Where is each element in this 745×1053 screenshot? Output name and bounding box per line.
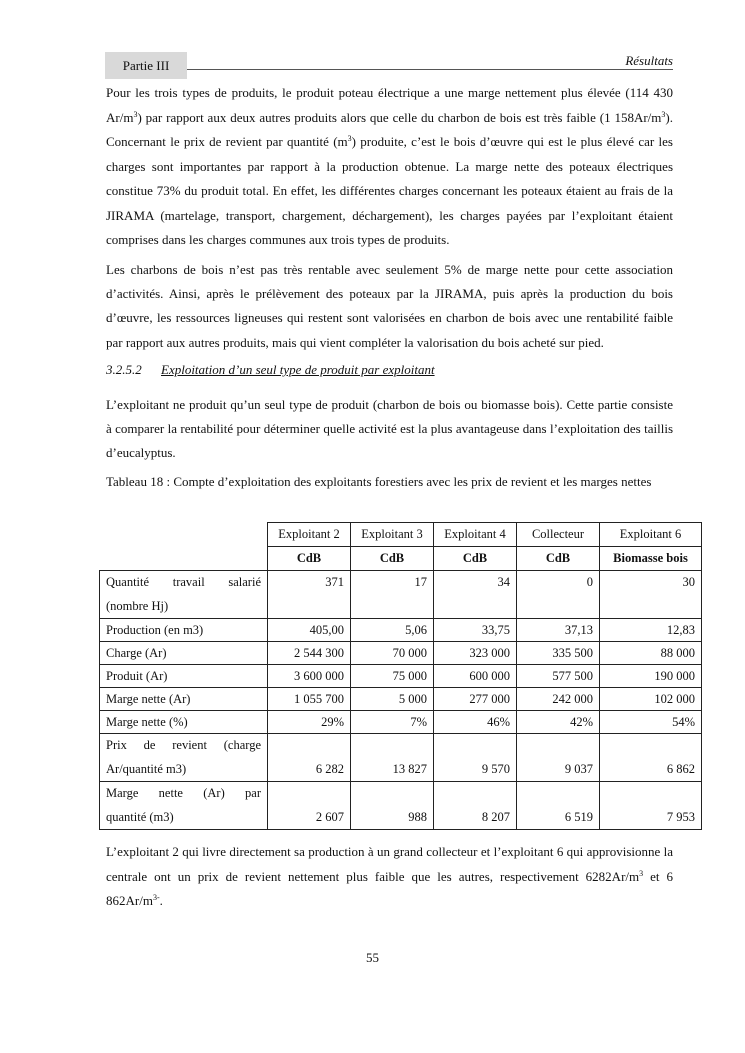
column-header: Exploitant 6 [600,523,702,547]
paragraph-1: Pour les trois types de produits, le produit poteau électrique a une marge nettement plus élevée (114 430 $Ar/m^3$) par rapport aux deux autres produits alors que celle du charbon de bois est très faible (1 $158Ar/m^3$). Concernant le prix de revient par quantité $(m^3)$ produite, c’est le bois d’œuvre qui est le plus élevé car les charges sont importantes par rapport à la production obtenue. La marge nette des poteaux électriques constitue 73% du produit total. En effet, les différentes charges concernant les poteaux étaient au frais de la JIRAMA (martelage, transport, chargement, déchargement), les charges payées par l’exploitant étaient comprises dans les charges communes aux trois types de produits. [106,85,673,247]
table-row [100,711,702,734]
paragraph-2: Les charbons de bois n’est pas très rentable avec seulement 5% de marge nette pour cette association d’activités. Ainsi, après le prélèvement des poteaux par la JIRAMA, puis après la production du bois d’œuvre, les ressources ligneuses qui restent sont valorisées en charbon de bois avec une rentabilité faible par rapport aux autres produits, mais qui vient compléter la valorisation du bois acheté sur pied. [106,262,673,350]
table-cell: 0 [517,571,600,619]
header-section-title: Résultats [625,53,673,68]
row-label: Marge nette (Ar) [100,688,268,711]
table-cell: 2 544 300 [268,642,351,665]
table-header-row [100,523,702,547]
section-heading [106,362,435,378]
table-cell: 46% [434,711,517,734]
table-cell: 6 282 [268,734,351,782]
table-cell: 5 000 [351,688,434,711]
table-cell: 17 [351,571,434,619]
header-rule [187,69,673,70]
table-cell: 29% [268,711,351,734]
row-label: Marge nette (%) [100,711,268,734]
table-cell: 277 000 [434,688,517,711]
table-cell: 9 037 [517,734,600,782]
table-row [100,619,702,642]
table-cell: 12,83 [600,619,702,642]
table-cell: 70 000 [351,642,434,665]
table-cell: 8 207 [434,782,517,830]
paragraph-3: L’exploitant ne produit qu’un seul type de produit (charbon de bois ou biomasse bois). Cette partie consiste à comparer la rentabilité pour déterminer quelle activité est la plus avantageuse dans l’exploitation des taillis d’eucalyptus. [106,397,673,461]
page-number: 55 [366,950,379,965]
table-cell: 988 [351,782,434,830]
table-cell: 42% [517,711,600,734]
table-row [100,734,702,782]
table-cell: 6 862 [600,734,702,782]
table-cell: 9 570 [434,734,517,782]
table-caption: Tableau 18 : Compte d’exploitation des exploitants forestiers avec les prix de revient et les marges nettes [106,474,652,489]
table-cell: 7 953 [600,782,702,830]
header-part-label: Partie III [105,52,187,79]
table-cell: 30 [600,571,702,619]
table-cell: 190 000 [600,665,702,688]
results-table [99,522,702,830]
table-cell: 405,00 [268,619,351,642]
table-cell: 2 607 [268,782,351,830]
row-label: Charge (Ar) [100,642,268,665]
column-header: Exploitant 3 [351,523,434,547]
row-label: Marge nette (Ar) par quantité (m3) [100,782,268,830]
table-cell: 54% [600,711,702,734]
table-row [100,665,702,688]
row-label: Prix de revient (charge Ar/quantité m3) [100,734,268,782]
table-subheader-row [100,547,702,571]
column-subheader: CdB [517,547,600,571]
table-cell: 37,13 [517,619,600,642]
table-cell: 600 000 [434,665,517,688]
table-cell: 1 055 700 [268,688,351,711]
table-row [100,688,702,711]
row-label: Produit (Ar) [100,665,268,688]
column-subheader: CdB [434,547,517,571]
column-header: Exploitant 4 [434,523,517,547]
table-row [100,782,702,830]
row-label: Production (en m3) [100,619,268,642]
row-label: Quantité travail salarié (nombre Hj) [100,571,268,619]
table-row [100,642,702,665]
table-cell: 6 519 [517,782,600,830]
column-subheader: CdB [268,547,351,571]
column-header: Collecteur [517,523,600,547]
table-cell: 33,75 [434,619,517,642]
table-cell: 13 827 [351,734,434,782]
table-cell: 75 000 [351,665,434,688]
section-title: Exploitation d’un seul type de produit par exploitant [161,362,435,377]
table-cell: 242 000 [517,688,600,711]
table-cell: 323 000 [434,642,517,665]
column-subheader: CdB [351,547,434,571]
table-cell: 5,06 [351,619,434,642]
column-subheader: Biomasse bois [600,547,702,571]
column-header: Exploitant 2 [268,523,351,547]
section-number: 3.2.5.2 [106,362,142,377]
table-cell: 3 600 000 [268,665,351,688]
table-cell: 335 500 [517,642,600,665]
table-cell: 88 000 [600,642,702,665]
table-row [100,571,702,619]
table-cell: 371 [268,571,351,619]
table-cell: 34 [434,571,517,619]
table-cell: 7% [351,711,434,734]
table-cell: 102 000 [600,688,702,711]
paragraph-4: L’exploitant 2 qui livre directement sa production à un grand collecteur et l’exploitant 6 qui approvisionne la centrale ont un prix de revient nettement plus faible que les autres, respectivement $6282Ar/m^3$ et 6 $862Ar/m^{3-}$. [106,844,673,908]
table-cell: 577 500 [517,665,600,688]
